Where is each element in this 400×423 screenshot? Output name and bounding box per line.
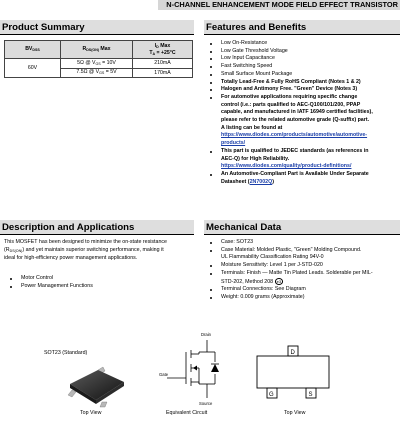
mech-item: Case: SOT23 (204, 239, 400, 247)
mech-item: Moisture Sensitivity: Level 1 per J-STD-020 (204, 262, 400, 270)
pin-d-label: D (290, 350, 295, 356)
e3-icon: e3 (276, 278, 282, 284)
feature-item: Halogen and Antimony Free. "Green" Device (Notes 3) (204, 86, 400, 94)
pinout-top-view (254, 342, 334, 408)
feature-item: Small Surface Mount Package (204, 71, 400, 79)
application-item: Motor Control (4, 275, 194, 283)
features-list (204, 40, 400, 186)
id-value-1: 210mA (133, 59, 193, 69)
mechanical-header: Mechanical Data (204, 220, 400, 235)
drain-label: Drain (201, 332, 212, 337)
id-value-2: 170mA (133, 68, 193, 78)
feature-item: Low Input Capacitance (204, 55, 400, 63)
part-link[interactable]: 2N7002Q (249, 178, 273, 185)
pin-g-label: G (269, 392, 274, 398)
id-header: $I_D$ Max $T_A = +25^\circ C$ (133, 41, 193, 59)
rds-header: $R_{DS(ON)}$ Max (61, 41, 133, 59)
feature-item: Fast Switching Speed (204, 63, 400, 71)
feature-jedec: This part is qualified to JEDEC standards (as references in AEC-Q) for High Reliability. https://www.diodes.com/quality/product-definitions/ (204, 148, 400, 171)
feature-item: Low Gate Threshold Voltage (204, 48, 400, 56)
top-view-left-label: Top View (80, 410, 102, 416)
features-header: Features and Benefits (204, 20, 400, 35)
mechanical-list (204, 239, 400, 302)
product-summary-header: Product Summary (0, 20, 194, 35)
feature-item: Totally Lead-Free & Fully RoHS Compliant (Notes 1 & 2) (204, 79, 400, 87)
top-view-right-label: Top View (284, 410, 306, 416)
description-header: Description and Applications (0, 220, 194, 235)
mech-item: Weight: 0.009 grams (Approximate) (204, 294, 400, 302)
product-summary-table (4, 40, 193, 78)
quality-link[interactable]: https://www.diodes.com/quality/product-definitions/ (221, 163, 352, 170)
equivalent-circuit-label: Equivalent Circuit (166, 410, 208, 416)
bv-header: $BV_{DSS}$ (5, 41, 61, 59)
description-text: This MOSFET has been designed to minimize the on-state resistance $(R_{DS(ON)})$ and yet maintain superior switching performance, making it ideal for high-efficiency power management applications. (4, 239, 168, 262)
feature-compliant: An Automotive-Compliant Part is Available Under Separate Datasheet (2N7002Q) (204, 171, 400, 186)
rds-value-2: 7.5Ω @ $V_{GS} = 5V$ (61, 68, 133, 78)
application-item: Power Management Functions (4, 283, 194, 291)
page-title: N-CHANNEL ENHANCEMENT MODE FIELD EFFECT TRANSISTOR (158, 0, 400, 10)
sot23-package-illustration (58, 362, 138, 408)
mech-item: Case Material: Molded Plastic, "Green" Molding Compound. UL Flammability Classification Rating 94V-0 (204, 247, 400, 262)
mech-item: Terminals: Finish — Matte Tin Plated Leads. Solderable per MIL- STD-202, Method 208 e3 (204, 270, 400, 286)
bv-value: 60V (5, 59, 61, 78)
applications-list (4, 275, 194, 290)
pin-s-label: S (308, 392, 313, 398)
automotive-link[interactable]: https://www.diodes.com/products/automotive/automotive- (221, 132, 368, 139)
mech-item: Terminal Connections: See Diagram (204, 286, 400, 294)
source-label: Source (199, 401, 213, 406)
feature-item: Low On-Resistance (204, 40, 400, 48)
equivalent-circuit-diagram (155, 328, 235, 408)
gate-label: Gate (159, 372, 169, 377)
automotive-link-cont[interactable]: products/ (221, 140, 246, 147)
sot23-label: SOT23 (Standard) (44, 350, 88, 356)
feature-automotive: For automotive applications requiring specific change control (i.e.: parts qualified to AEC-Q100/101/200, PPAP capable, and manufactured in IATF 16949 certified facilities), please refer to the related automotive grade (Q-suffix) part. A listing can be found at https://www.diodes.com/products/automotive/automotive- products/ (204, 94, 400, 148)
rds-value-1: 5Ω @ $V_{GS} = 10V$ (61, 59, 133, 69)
